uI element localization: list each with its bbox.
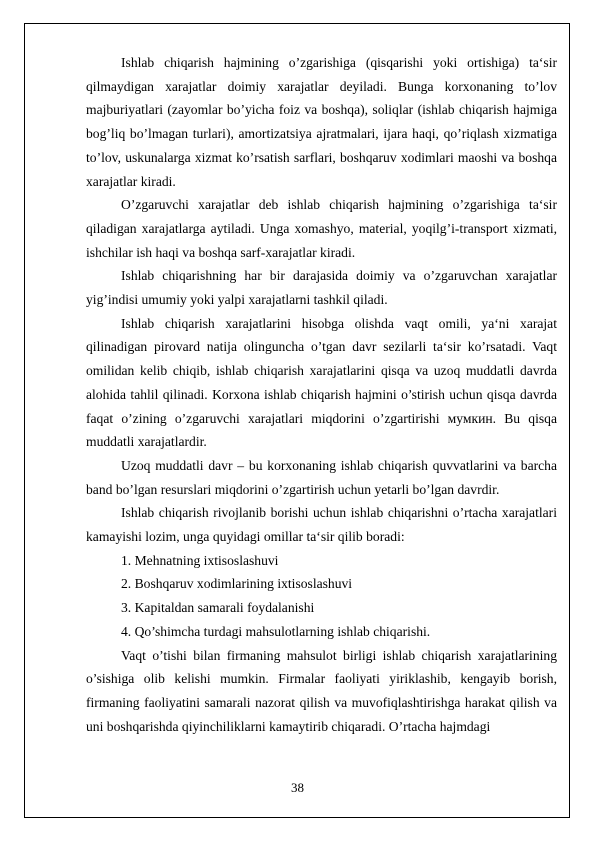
list-item: 4. Qo’shimcha turdagi mahsulotlarning ishlab chiqarishi. bbox=[121, 623, 431, 639]
paragraph-factors-intro: Ishlab chiqarish rivojlanib borishi uchun ishlab chiqarishni o’rtacha xarajatlari kamayishi lozim, unga quyidagi omillar ta‘sir qilib boradi: bbox=[86, 505, 557, 545]
list-item: 3. Kapitaldan samarali foydalanishi bbox=[121, 600, 315, 616]
paragraph-total-costs: Ishlab chiqarishning har bir darajasida doimiy va o’zgaruvchan xarajatlar yig’indisi umumiy yoki yalpi xarajatlarni tashkil qiladi. bbox=[86, 268, 557, 308]
page-number: 38 bbox=[291, 780, 304, 795]
paragraph-variable-costs: O’zgaruvchi xarajatlar deb ishlab chiqarish hajmining o’zgarishiga ta‘sir qiladigan xarajatlarga aytiladi. Unga xomashyo, material, yoqilg’i-transport xizmati, ishchilar ish haqi va boshqa sarf-xarajatlar kiradi. bbox=[86, 197, 557, 260]
paragraph-time-factor: Ishlab chiqarish xarajatlarini hisobga olishda vaqt omili, ya‘ni xarajat qilinadigan pirovard natija olinguncha o’tgan davr sezilarli ta‘sir ko’rsatadi. Vaqt omilidan kelib chiqib, ishlab chiqarish xarajatlarini qisqa va uzoq muddatli davrda alohida tahlil qilinadi. Korxona ishlab chiqarish hajmini o’stirish uchun qisqa davrda faqat o’zining o’zgaruvchi xarajatlari miqdorini o’zgartirishi мумкин. Bu qisqa muddatli xarajatlardir. bbox=[86, 315, 557, 450]
paragraph-fixed-costs: Ishlab chiqarish hajmining o’zgarishiga (qisqarishi yoki ortishiga) ta‘sir qilmaydigan xarajatlar doimiy xarajatlar deyiladi. Bunga korxonaning to’lov majburiyatlari (zayomlar bo’yicha foiz va boshqa), soliqlar (ishlab chiqarish hajmiga bog’liq bo’lmagan turlari), amortizatsiya ajratmalari, ijara haqi, qo’riqlash xizmatiga to’lov, uskunalarga xizmat ko’rsatish sarflari, boshqaruv xodimlari maoshi va boshqa xarajatlar kiradi. bbox=[86, 55, 557, 189]
paragraph-closing: Vaqt o’tishi bilan firmaning mahsulot birligi ishlab chiqarish xarajatlarining o’sishiga olib kelishi mumkin. Firmalar faoliyati yiriklashib, kengayib borish, firmaning faoliyatini samarali nazorat qilish va muvofiqlashtirishga harakat qilish va uni boshqarishda qiyinchiliklarni kamaytirib chiqaradi. O’rtacha hajmdagi bbox=[86, 647, 557, 734]
list-item: 1. Mehnatning ixtisoslashuvi bbox=[121, 552, 279, 568]
page-body bbox=[86, 51, 557, 738]
list-item: 2. Boshqaruv xodimlarining ixtisoslashuvi bbox=[121, 576, 353, 592]
paragraph-long-run: Uzoq muddatli davr – bu korxonaning ishlab chiqarish quvvatlarini va barcha band bo’lgan resurslari miqdorini o’zgartirish uchun yetarli bo’lgan davrdir. bbox=[86, 457, 557, 497]
